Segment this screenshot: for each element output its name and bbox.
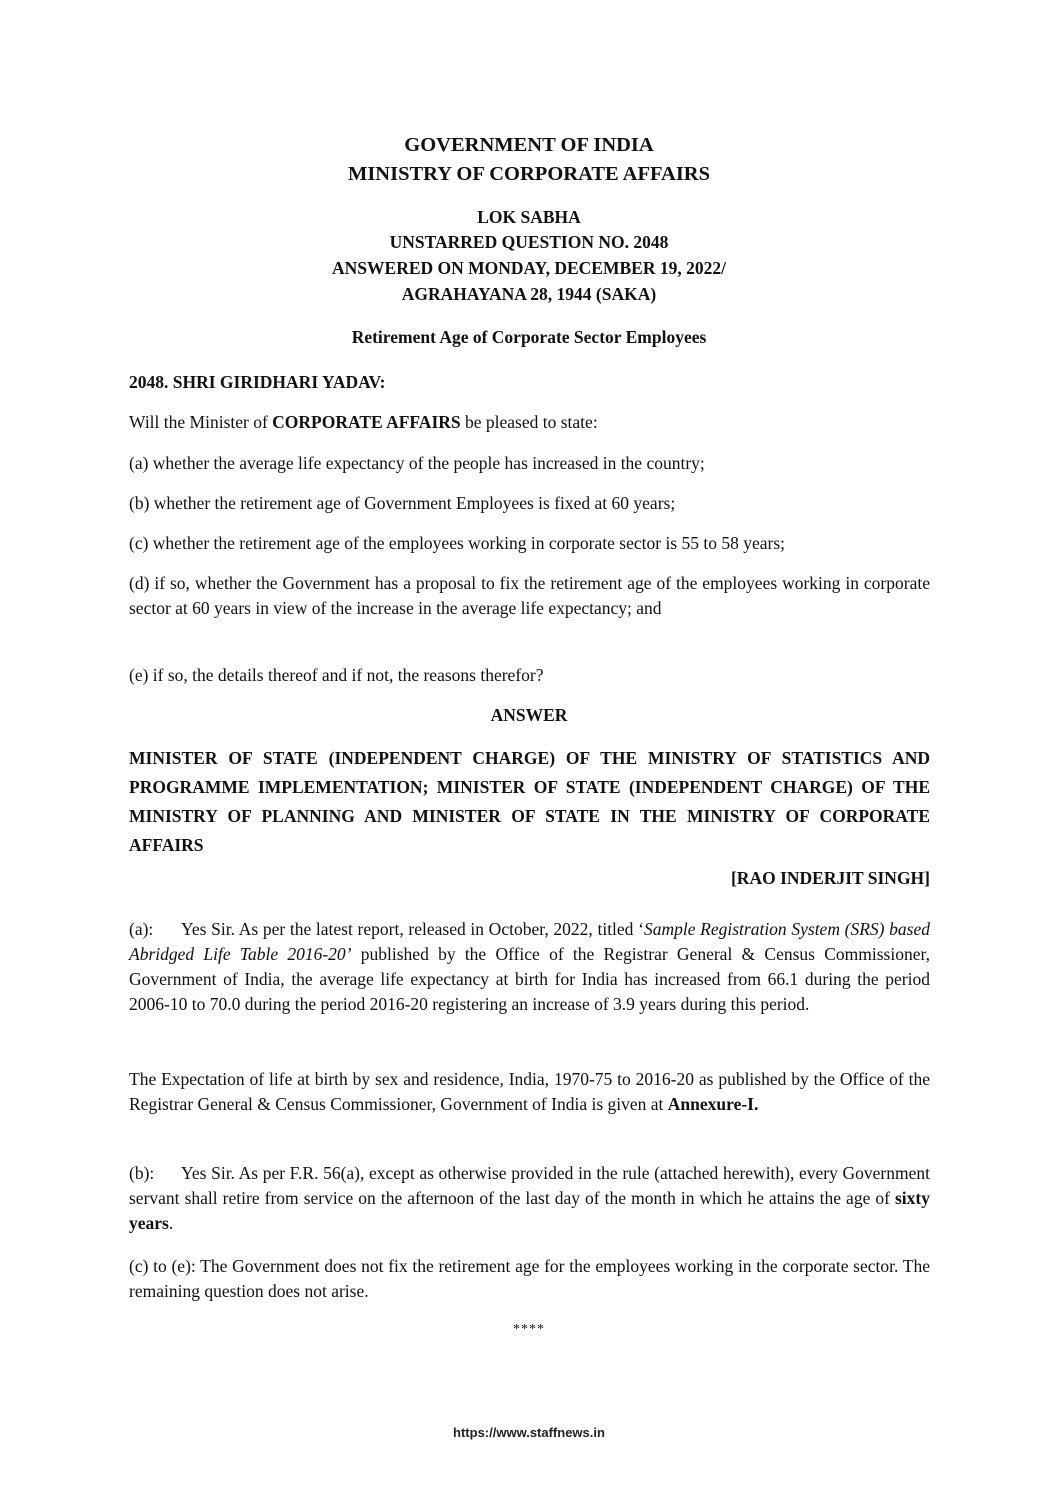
intro-pre: Will the Minister of <box>129 412 273 432</box>
answer-ce: (c) to (e): The Government does not fix the retirement age for the employees working in the corporate sector. The remaining question does not arise. <box>129 1256 930 1301</box>
subject-title: Retirement Age of Corporate Sector Employees <box>351 327 707 347</box>
answer-b-label: (b): <box>129 1163 155 1183</box>
govt-heading: GOVERNMENT OF INDIA <box>404 134 654 156</box>
annexure-ref: Annexure-I <box>667 1094 754 1114</box>
answer-b-pre: Yes Sir. As per F.R. 56(a), except as otherwise provided in the rule (attached herewith), every Government servant shall retire from service on the afternoon of the last day of the month in which he attains the age of <box>129 1163 930 1208</box>
intro-post: be pleased to state: <box>460 412 598 432</box>
minister-title: MINISTER OF STATE (INDEPENDENT CHARGE) OF THE MINISTRY OF STATISTICS AND PROGRAMME IMPLEMENTATION; MINISTER OF STATE (INDEPENDENT CHARGE) OF THE MINISTRY OF PLANNING AND MINISTER OF STATE IN THE MINISTRY OF CORPORATE AFFAIRS <box>129 748 930 855</box>
answer-heading: ANSWER <box>490 705 568 725</box>
question-intro <box>129 410 930 435</box>
question-b: (b) whether the retirement age of Government Employees is fixed at 60 years; <box>129 493 676 513</box>
intro-ministry: CORPORATE AFFAIRS <box>272 412 461 432</box>
answer-b <box>129 1161 930 1236</box>
question-e: (e) if so, the details thereof and if not, the reasons therefor? <box>129 665 544 685</box>
question-number: UNSTARRED QUESTION NO. 2048 <box>389 232 669 252</box>
question-c: (c) whether the retirement age of the employees working in corporate sector is 55 to 58 years; <box>129 533 786 553</box>
answer-a-label: (a): <box>129 919 154 939</box>
answer-a-pre: Yes Sir. As per the latest report, released in October, 2022, titled ‘ <box>181 919 644 939</box>
question-asker: 2048. SHRI GIRIDHARI YADAV: <box>129 372 386 392</box>
answer-b-bold: sixty years <box>129 1188 930 1233</box>
question-a: (a) whether the average life expectancy of the people has increased in the country; <box>129 453 705 473</box>
answer-a-report-title: Sample Registration System (SRS) based Abridged Life Table 2016-20’ <box>129 919 931 964</box>
footer-url[interactable]: https://www.staffnews.in <box>453 1425 605 1440</box>
answer-a <box>129 917 930 1017</box>
annex-pre: The Expectation of life at birth by sex and residence, India, 1970-75 to 2016-20 as published by the Office of the Registrar General & Census Commissioner, Government of India is given at <box>129 1069 930 1114</box>
saka-date: AGRAHAYANA 28, 1944 (SAKA) <box>401 284 657 304</box>
answered-date: ANSWERED ON MONDAY, DECEMBER 19, 2022/ <box>332 258 726 278</box>
ministry-heading: MINISTRY OF CORPORATE AFFAIRS <box>347 163 711 185</box>
question-d: (d) if so, whether the Government has a proposal to fix the retirement age of the employees working in corporate sector at 60 years in view of the increase in the average life expectancy; and <box>129 573 930 618</box>
answer-a-post: published by the Office of the Registrar General & Census Commissioner, Government of India, the average life expectancy at birth for India has increased from 66.1 during the period 2006-10 to 70.0 during the period 2016-20 registering an increase of 3.9 years during this period. <box>129 944 930 1014</box>
annexure-para <box>129 1067 930 1117</box>
house-name: LOK SABHA <box>477 207 581 227</box>
end-mark: **** <box>513 1322 545 1337</box>
minister-name: [RAO INDERJIT SINGH] <box>730 868 930 888</box>
answer-b-post: . <box>168 1213 174 1233</box>
annex-post: . <box>754 1094 759 1114</box>
